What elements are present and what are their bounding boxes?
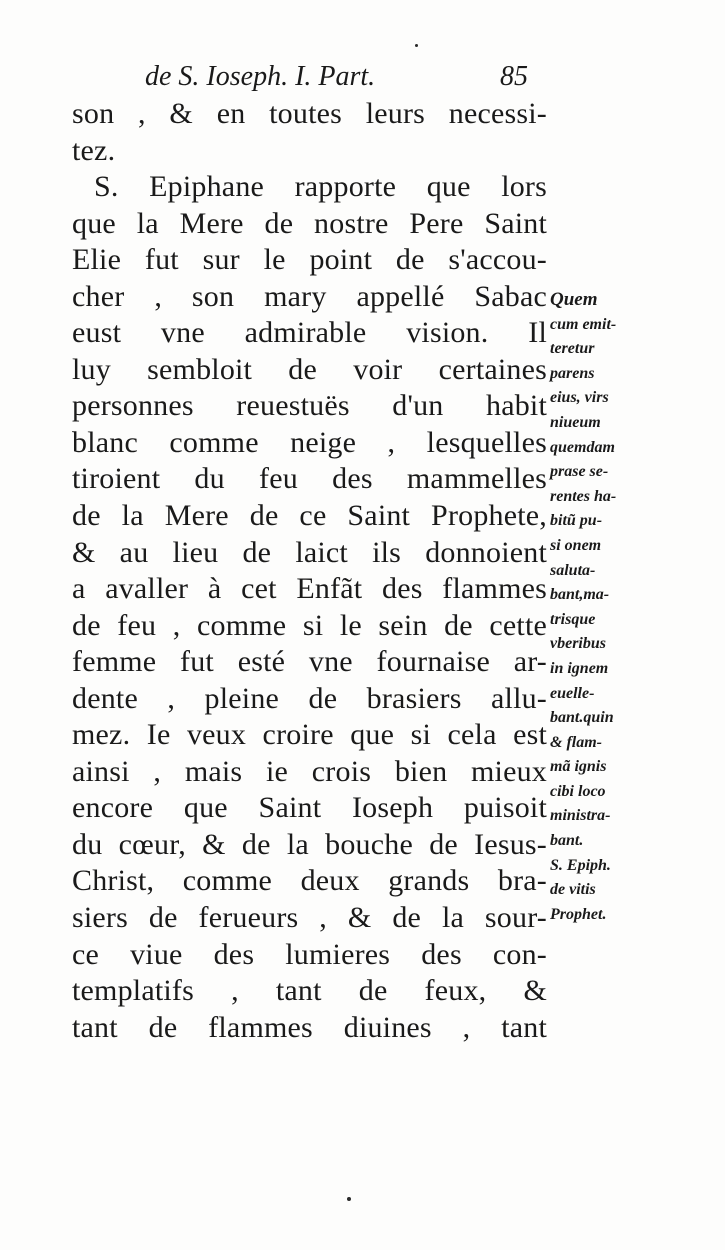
ink-speck bbox=[415, 44, 418, 47]
margin-note-line: vberibus bbox=[550, 635, 606, 653]
text-line: dente , pleine de brasiers allu- bbox=[72, 681, 547, 715]
paragraph-first-line: S. Epiphane rapporte que lors bbox=[94, 170, 547, 204]
running-head bbox=[145, 57, 575, 97]
text-line: Christ, comme deux grands bra- bbox=[72, 864, 547, 898]
text-line: luy sembloit de voir certaines bbox=[72, 352, 547, 386]
text-line: a avaller à cet Enfãt des flammes bbox=[72, 572, 547, 606]
margin-note-line: ministra- bbox=[550, 807, 611, 825]
text-line: tiroient du feu des mammelles bbox=[72, 462, 547, 496]
text-line: ce viue des lumieres des con- bbox=[72, 937, 547, 971]
text-line: siers de ferueurs , & de la sour- bbox=[72, 901, 547, 935]
margin-note-line: teretur bbox=[550, 340, 595, 358]
page-number: 85 bbox=[500, 61, 528, 92]
running-title: de S. Ioseph. I. Part. bbox=[145, 61, 376, 92]
margin-note-line: quemdam bbox=[550, 438, 615, 456]
margin-note-line: niueum bbox=[550, 413, 601, 431]
text-line: eust vne admirable vision. Il bbox=[72, 316, 547, 350]
margin-note-line: Prophet. bbox=[550, 905, 607, 923]
margin-note-line: cibi loco bbox=[550, 782, 606, 800]
ink-speck bbox=[347, 1197, 351, 1201]
body-text bbox=[72, 96, 547, 1046]
text-line: de la Mere de ce Saint Prophete, bbox=[72, 499, 547, 533]
margin-note-line: bant,ma- bbox=[550, 586, 610, 604]
margin-note-line: Quem bbox=[550, 289, 598, 310]
text-line: tez. bbox=[72, 133, 116, 167]
text-line: ainsi , mais ie crois bien mieux bbox=[72, 754, 547, 788]
margin-note-line: bant. bbox=[550, 832, 584, 850]
text-line: de feu , comme si le sein de cette bbox=[72, 608, 547, 642]
text-line: tant de flammes diuines , tant bbox=[72, 1010, 547, 1044]
text-line: Elie fut sur le point de s'accou- bbox=[72, 243, 547, 277]
text-line: femme fut esté vne fournaise ar- bbox=[72, 645, 547, 679]
marginal-note bbox=[550, 288, 720, 927]
text-line: & au lieu de laict ils donnoient bbox=[72, 535, 547, 569]
margin-note-line: parens bbox=[550, 364, 595, 382]
text-line: cher , son mary appellé Sabac bbox=[72, 279, 547, 313]
margin-note-line: in ignem bbox=[550, 659, 609, 677]
margin-note-line: prase se- bbox=[550, 463, 609, 481]
text-line: personnes reuestuës d'un habit bbox=[72, 389, 547, 423]
margin-note-line: bant.quin bbox=[550, 709, 614, 727]
text-line: blanc comme neige , lesquelles bbox=[72, 425, 547, 459]
text-line: encore que Saint Ioseph puisoit bbox=[72, 791, 547, 825]
text-line: son , & en toutes leurs necessi- bbox=[72, 97, 547, 130]
margin-note-line: rentes ha- bbox=[550, 487, 617, 505]
margin-note-line: mã ignis bbox=[550, 758, 607, 776]
margin-note-line: de vitis bbox=[550, 881, 596, 899]
margin-note-line: trisque bbox=[550, 610, 596, 628]
margin-note-line: cum emit- bbox=[550, 315, 617, 333]
text-line: templatifs , tant de feux, & bbox=[72, 974, 547, 1008]
margin-note-line: & flam- bbox=[550, 733, 602, 751]
text-line: que la Mere de nostre Pere Saint bbox=[72, 206, 547, 240]
margin-note-line: S. Epiph. bbox=[550, 856, 611, 874]
margin-note-line: si onem bbox=[550, 536, 602, 554]
margin-note-line: euelle- bbox=[550, 684, 595, 702]
margin-note-line: eius, virs bbox=[550, 389, 609, 407]
margin-note-line: saluta- bbox=[550, 561, 596, 579]
margin-note-line: bitũ pu- bbox=[550, 512, 603, 530]
text-line: du cœur, & de la bouche de Iesus- bbox=[72, 827, 547, 861]
text-line: mez. Ie veux croire que si cela est bbox=[72, 718, 547, 752]
